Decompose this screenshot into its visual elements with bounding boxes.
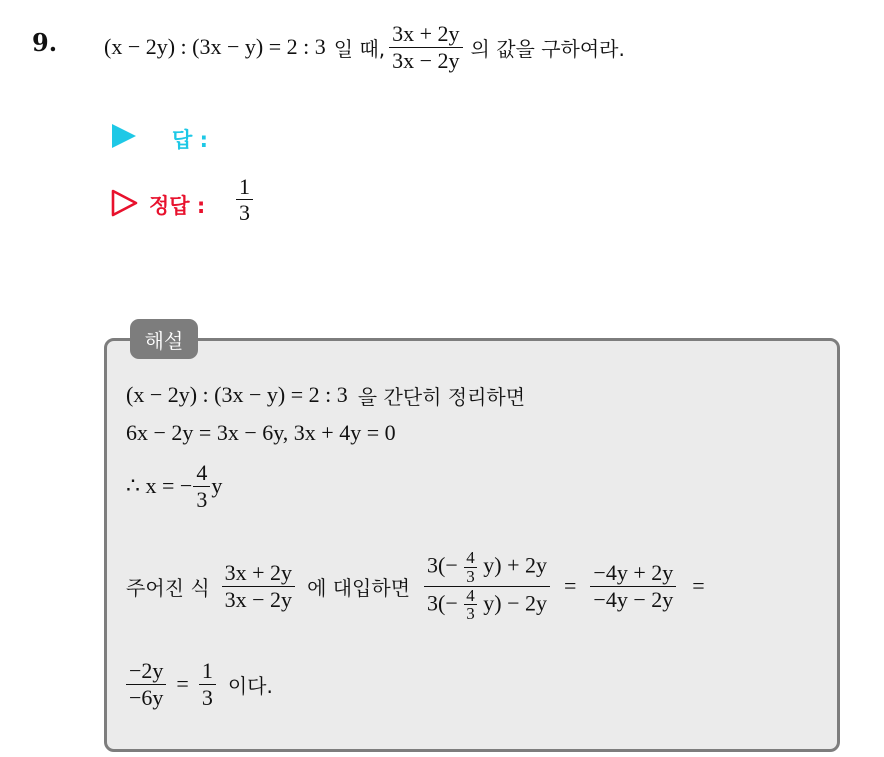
explanation-line-2 (126, 418, 396, 448)
explanation-line3-prefix: ∴ x = − (126, 473, 193, 498)
explanation-line5-text: 이다. (227, 673, 273, 698)
explanation-line3-suffix: y (211, 473, 223, 498)
explanation-line3-numerator: 4 (193, 460, 210, 486)
explanation-line4-bn-frac (464, 549, 477, 586)
explanation-tab: 해설 (130, 319, 198, 359)
explanation-line4-equals-2: = (692, 573, 705, 598)
answer-field[interactable] (240, 124, 440, 152)
explanation-line4-bd-frac-num: 4 (466, 585, 475, 605)
question-fraction-denominator: 3x − 2y (392, 47, 460, 73)
explanation-line4-bd-a: 3(− (427, 589, 458, 615)
explanation-line4-fraction3 (590, 560, 676, 612)
explanation-line3-denominator: 3 (196, 486, 208, 512)
explanation-line4-f1-numerator: 3x + 2y (222, 560, 295, 586)
correct-play-outline-icon (111, 189, 139, 217)
explanation-line5-f2-denominator: 3 (201, 684, 213, 710)
explanation-line4-bn-frac-num: 4 (466, 547, 475, 567)
explanation-line4-f3-numerator: −4y + 2y (590, 560, 676, 586)
explanation-line4-bn-frac-den: 3 (466, 566, 475, 586)
question-when: 일 때, (333, 36, 386, 61)
explanation-line5-f1-denominator: −6y (129, 684, 164, 710)
question-ratio: (x − 2y) : (3x − y) = 2 : 3 (104, 34, 326, 59)
explanation-line-3 (126, 458, 222, 514)
explanation-line4-bn-b: y) + 2y (483, 552, 547, 578)
explanation-line4-big-denominator (424, 587, 550, 624)
explanation-line4-f1-denominator: 3x − 2y (224, 586, 293, 612)
explanation-line4-bd-b: y) − 2y (483, 589, 547, 615)
explanation-line4-text2: 에 대입하면 (307, 575, 411, 600)
explanation-line4-equals-1: = (564, 573, 577, 598)
question-fraction-numerator: 3x + 2y (389, 21, 462, 47)
explanation-line1-text: 을 간단히 정리하면 (357, 384, 526, 409)
explanation-line4-fraction1 (222, 560, 295, 612)
explanation-line2-math: 6x − 2y = 3x − 6y, 3x + 4y = 0 (126, 420, 396, 445)
explanation-line5-fraction1 (126, 658, 166, 710)
explanation-line4-big-fraction (424, 549, 550, 623)
correct-answer-denominator: 3 (239, 200, 250, 226)
explanation-line5-fraction2 (199, 658, 216, 710)
explanation-line5-f2-numerator: 1 (199, 658, 216, 684)
explanation-line1-math: (x − 2y) : (3x − y) = 2 : 3 (126, 382, 348, 407)
explanation-line4-bd-frac-den: 3 (466, 604, 475, 624)
explanation-line5-f1-numerator: −2y (126, 658, 166, 684)
explanation-line-4 (126, 540, 705, 632)
explanation-line4-f3-denominator: −4y − 2y (593, 586, 674, 612)
question-ask: 의 값을 구하여라. (470, 36, 625, 61)
explanation-line4-bd-frac (464, 587, 477, 624)
question-fraction (389, 21, 462, 73)
explanation-line5-equals: = (176, 671, 189, 696)
correct-answer-fraction (236, 174, 253, 226)
correct-label: 정답 : (149, 194, 206, 218)
explanation-line4-big-numerator (424, 549, 550, 587)
explanation-line4-text1: 주어진 식 (126, 575, 210, 600)
question-number: 9. (32, 28, 58, 57)
answer-play-icon (111, 123, 137, 149)
explanation-line-5 (126, 654, 273, 714)
explanation-line3-fraction (193, 460, 210, 512)
explanation-line-1 (126, 380, 525, 410)
question-text (104, 12, 625, 82)
correct-answer-numerator: 1 (236, 174, 253, 200)
explanation-line4-bn-a: 3(− (427, 552, 458, 578)
answer-label: 답 : (172, 128, 208, 152)
